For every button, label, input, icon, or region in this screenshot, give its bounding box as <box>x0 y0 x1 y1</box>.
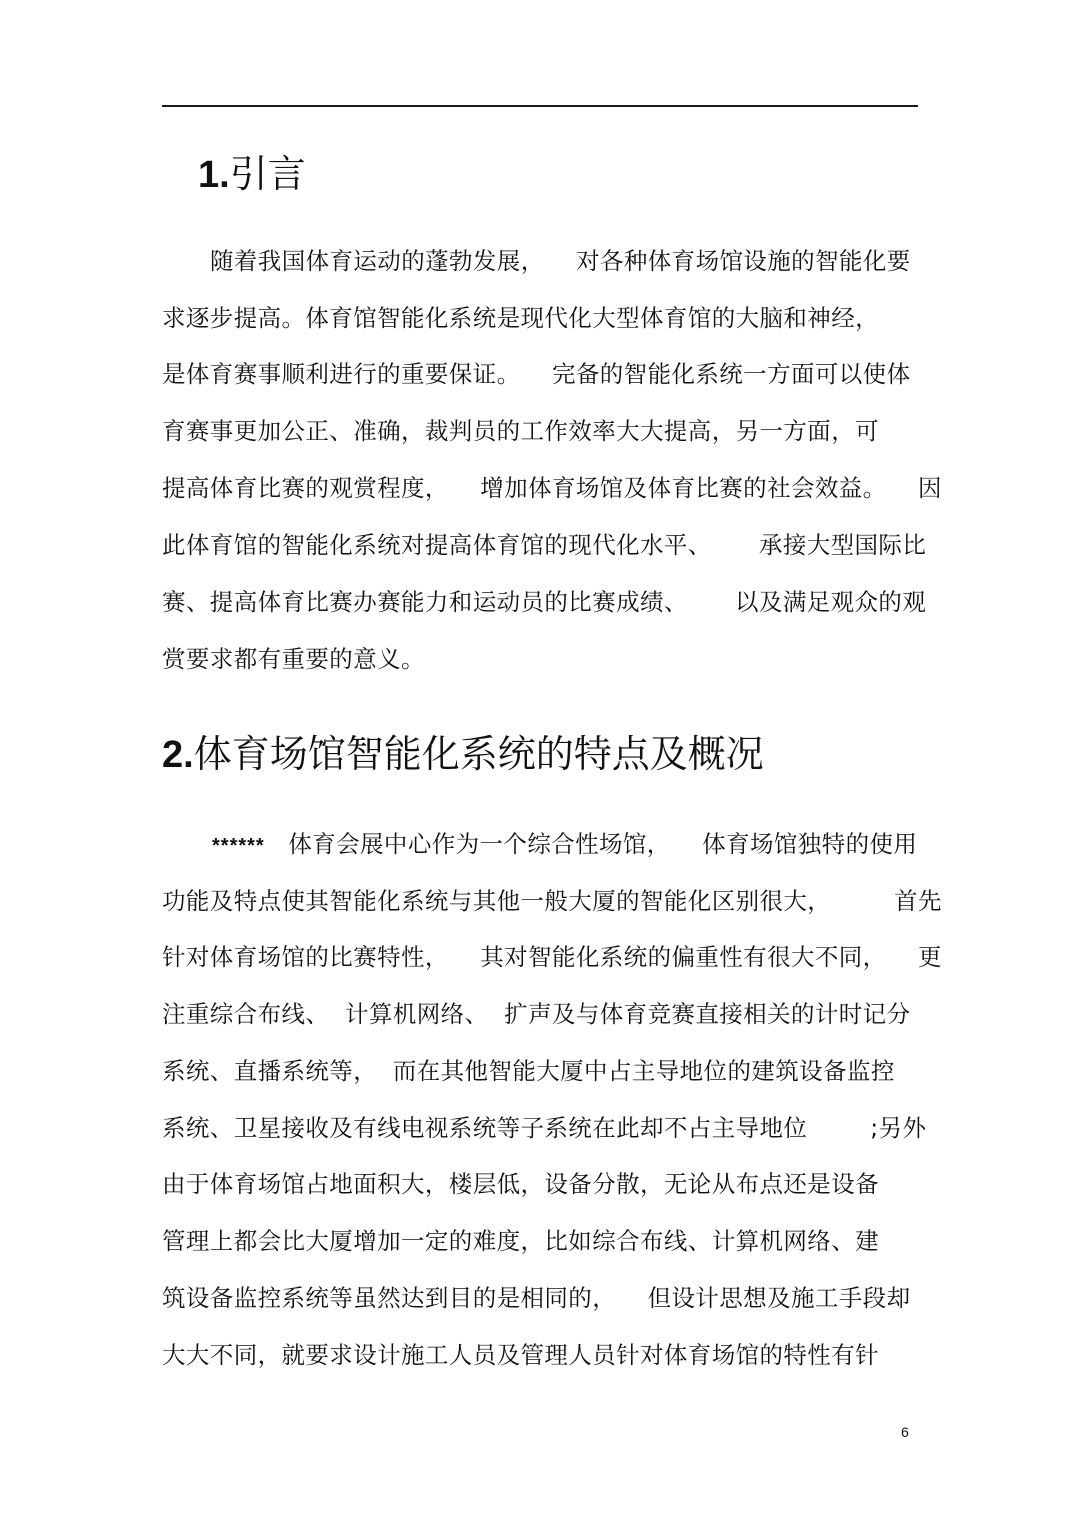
section-2-line-7: 由于体育场馆占地面积大，楼层低，设备分散，无论从布点还是设备 <box>162 1170 879 1198</box>
section-2-line-6: 系统、卫星接收及有线电视系统等子系统在此却不占主导地位 ;另外 <box>162 1114 927 1142</box>
section-1-line-4: 育赛事更加公正、准确，裁判员的工作效率大大提高，另一方面，可 <box>162 417 879 445</box>
page-number: 6 <box>901 1424 909 1440</box>
section-1-line-7: 赛、提高体育比赛办赛能力和运动员的比赛成绩、 以及满足观众的观 <box>162 588 927 616</box>
section-1-title: 引言 <box>229 152 306 196</box>
section-2-title: 体育场馆智能化系统的特点及概况 <box>193 732 764 776</box>
section-1-heading <box>198 148 306 201</box>
section-2-heading <box>162 728 764 781</box>
section-1-line-6: 此体育馆的智能化系统对提高体育馆的现代化水平、 承接大型国际比 <box>162 531 927 559</box>
section-1-line-8: 赏要求都有重要的意义。 <box>162 645 425 673</box>
section-2-line-2: 功能及特点使其智能化系统与其他一般大厦的智能化区别很大， 首先 <box>162 887 942 915</box>
section-2-line-8: 管理上都会比大厦增加一定的难度，比如综合布线、计算机网络、建 <box>162 1227 879 1255</box>
section-2-line-1-text: 体育会展中心作为一个综合性场馆， 体育场馆独特的使用 <box>264 830 918 858</box>
section-2-line-3: 针对体育场馆的比赛特性， 其对智能化系统的偏重性有很大不同， 更 <box>162 943 942 971</box>
redacted-stars: ****** <box>212 835 265 857</box>
section-2-line-1 <box>212 827 917 863</box>
section-1-line-3: 是体育赛事顺利进行的重要保证。 完备的智能化系统一方面可以使体 <box>162 360 911 388</box>
section-1-line-2: 求逐步提高。体育馆智能化系统是现代化大型体育馆的大脑和神经， <box>162 304 879 332</box>
section-1-line-5: 提高体育比赛的观赏程度， 增加体育场馆及体育比赛的社会效益。 因 <box>162 474 942 502</box>
section-2-line-5: 系统、直播系统等， 而在其他智能大厦中占主导地位的建筑设备监控 <box>162 1057 895 1085</box>
section-2-line-4: 注重综合布线、 计算机网络、 扩声及与体育竞赛直接相关的计时记分 <box>162 1000 911 1028</box>
section-2-number: 2. <box>162 734 194 776</box>
section-2-line-9: 筑设备监控系统等虽然达到目的是相同的， 但设计思想及施工手段却 <box>162 1284 911 1312</box>
header-rule <box>162 105 918 107</box>
section-1-line-1: 随着我国体育运动的蓬勃发展， 对各种体育场馆设施的智能化要 <box>210 247 911 275</box>
section-1-number: 1. <box>198 154 230 196</box>
section-2-line-10: 大大不同，就要求设计施工人员及管理人员针对体育场馆的特性有针 <box>162 1341 879 1369</box>
